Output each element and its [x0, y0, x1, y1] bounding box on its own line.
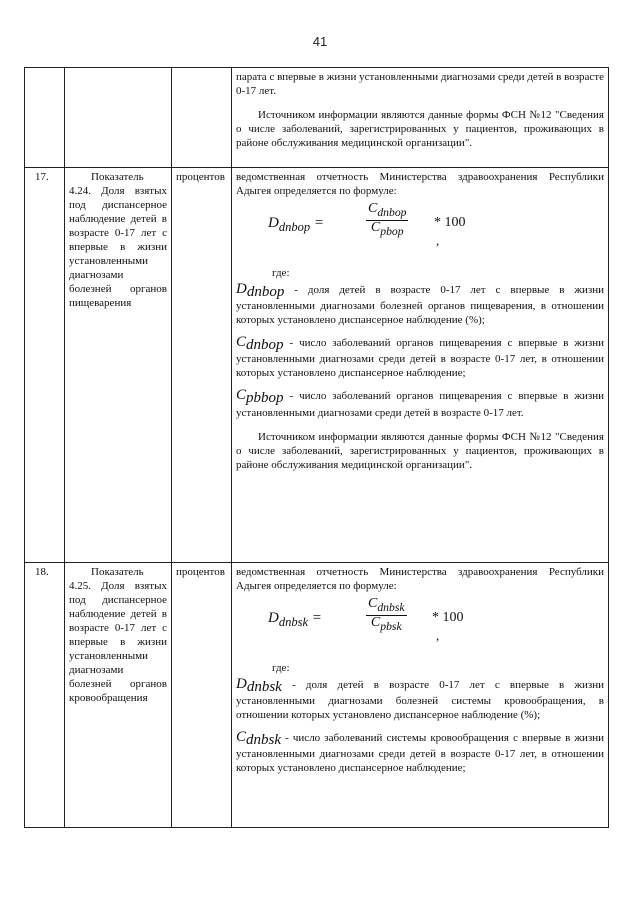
indicator-name: Показатель 4.25. Доля взятых под диспансерное наблюдение детей в возрасте 0-17 лет с впервые в жизни установленными диагнозами болезней органов кровообращения [65, 563, 172, 828]
formula-comma: , [436, 628, 440, 643]
formula-lhs: $D_{dnbop}$ = [268, 215, 324, 234]
row-number: 18. [25, 563, 65, 828]
indicators-table [24, 67, 609, 828]
indicator-name: Показатель 4.24. Доля взятых под диспансерное наблюдение детей в возрасте 0-17 лет с впервые в жизни установленными диагнозами болезней органов пищеварения [65, 168, 172, 563]
formula-fraction [366, 597, 407, 634]
formula-multiplier: * 100 [434, 215, 466, 230]
where-label: где: [272, 662, 290, 674]
definition: $D_{dnbop}$ - доля детей в возрасте 0-17 лет с впервые в жизни установленными диагнозами болезней органов пищеварения, в отношении которых установлено диспансерное наблюдение (%); [236, 281, 604, 327]
formula-lhs: $D_{dnbsk}$ = [268, 610, 322, 629]
cell-number [25, 68, 65, 168]
definition: $C_{dnbsk}$ - число заболеваний системы кровообращения с впервые в жизни установленными диагнозами среди детей в возрасте 0-17 лет, в отношении которых установлено диспансерное наблюдение; [236, 729, 604, 775]
formula-numerator: $C_{dnbop}$ [368, 201, 407, 219]
where-label: где: [272, 267, 290, 279]
formula [236, 198, 604, 258]
continuation-text: парата с впервые в жизни установленными диагнозами среди детей в возрасте 0-17 лет. [236, 71, 604, 97]
source-text: Источником информации являются данные формы ФСН №12 "Сведения о числе заболеваний, зарегистрированных у пациентов, проживающих в районе обслуживания медицинской организации". [236, 430, 604, 471]
definition: $C_{dnbop}$ - число заболеваний органов пищеварения с впервые в жизни установленными диагнозами среди детей в возрасте 0-17 лет, в отношении которых установлено диспансерное наблюдение; [236, 334, 604, 380]
method-cell [232, 168, 609, 563]
unit: процентов [172, 563, 232, 828]
formula [236, 593, 604, 653]
cell-indicator [65, 68, 172, 168]
formula-intro: ведомственная отчетность Министерства здравоохранения Республики Адыгея определяется по формуле: [236, 566, 604, 592]
cell-method [232, 68, 609, 168]
definition: $C_{pbbop}$ - число заболеваний органов пищеварения с впервые в жизни установленными диагнозами среди детей в возрасте 0-17 лет. [236, 387, 604, 419]
formula-numerator: $C_{dnbsk}$ [368, 596, 405, 614]
formula-multiplier: * 100 [432, 610, 464, 625]
row-number: 17. [25, 168, 65, 563]
formula-intro: ведомственная отчетность Министерства здравоохранения Республики Адыгея определяется по формуле: [236, 171, 604, 197]
formula-denominator: $C_{pbsk}$ [370, 614, 402, 633]
formula-fraction [366, 202, 408, 239]
definition: $D_{dnbsk}$ - доля детей в возрасте 0-17 лет с впервые в жизни установленными диагнозами болезней системы кровообращения, в отношении которых установлено диспансерное наблюдение (%); [236, 676, 604, 722]
table-row [25, 168, 609, 563]
source-text: Источником информации являются данные формы ФСН №12 "Сведения о числе заболеваний, зарегистрированных у пациентов, проживающих в районе обслуживания медицинской организации". [236, 109, 604, 149]
cell-unit [172, 68, 232, 168]
table-row-continuation [25, 68, 609, 168]
formula-denominator: $C_{pbop}$ [370, 219, 404, 238]
method-cell [232, 563, 609, 828]
formula-comma: , [436, 233, 440, 248]
unit: процентов [172, 168, 232, 563]
page-number: 41 [312, 34, 328, 49]
table-row [25, 563, 609, 828]
